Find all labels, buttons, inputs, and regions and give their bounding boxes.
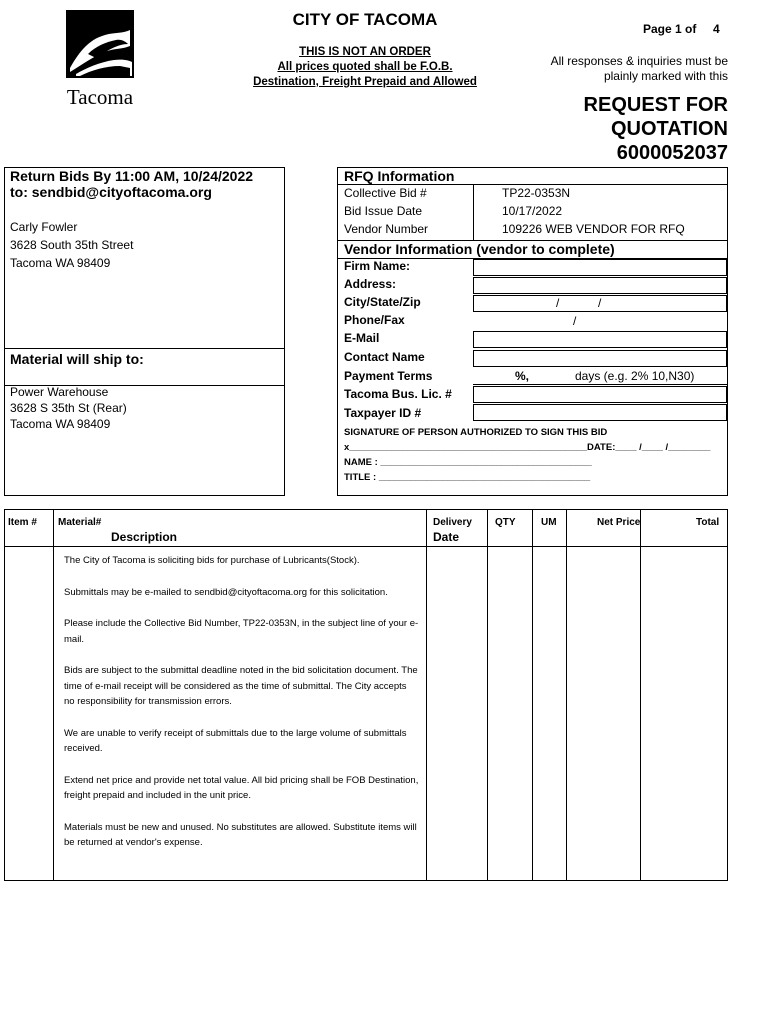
payment-days-hint: days (e.g. 2% 10,N30) [575, 369, 695, 383]
payment-percent: %, [515, 369, 530, 383]
header-total: Total [696, 517, 720, 528]
signature-block [344, 425, 710, 485]
buyer-address [10, 218, 133, 272]
not-order-line: THIS IS NOT AN ORDER [299, 46, 431, 58]
desc-paragraph-4: Bids are subject to the submittal deadline noted in the bid solicitation document. The time of e-mail receipt will be considered as the time of submittal. The City accepts no responsibility for transmission errors. [64, 665, 418, 707]
header-um: UM [541, 517, 557, 528]
signature-title-line[interactable]: TITLE : ________________________________________ [344, 472, 591, 483]
header-description: Description [111, 530, 178, 544]
logo-wordmark: Tacoma [66, 85, 134, 109]
payment-terms-label: Payment Terms [344, 369, 433, 383]
city-title: CITY OF TACOMA [292, 10, 438, 29]
fob-line-1: All prices quoted shall be F.O.B. [277, 61, 453, 73]
rfq-info-divider [337, 184, 728, 185]
rfq-label-issue-date: Bid Issue Date [344, 204, 423, 218]
page-total: 4 [713, 22, 720, 36]
desc-paragraph-6: Extend net price and provide net total value. All bid pricing shall be FOB Destination, freight prepaid and included in the unit price. [64, 774, 419, 801]
contact-name-label: Contact Name [344, 350, 425, 364]
signature-name-line[interactable]: NAME : ________________________________________ [344, 457, 592, 468]
firm-name-label: Firm Name: [344, 259, 411, 273]
taxpayer-id-field[interactable] [473, 404, 727, 421]
rfq-value-issue-date: 10/17/2022 [502, 204, 563, 218]
inquiries-line-1: All responses & inquiries must be [550, 54, 728, 68]
header-item: Item # [8, 517, 37, 528]
desc-paragraph-5: We are unable to verify receipt of submittals due to the large volume of submittals received. [64, 727, 407, 754]
header-delivery: Delivery [433, 517, 472, 528]
col-divider-material [426, 509, 427, 881]
desc-paragraph-3: Please include the Collective Bid Number, TP22-0353N, in the subject line of your e-mail. [64, 618, 419, 645]
phone-fax-label: Phone/Fax [344, 313, 405, 327]
table-header-divider [4, 546, 728, 547]
rfq-value-vendor-number: 109226 WEB VENDOR FOR RFQ [502, 222, 685, 236]
return-bids-deadline: Return Bids By 11:00 AM, 10/24/2022 [10, 168, 254, 184]
city-state-zip-field[interactable] [473, 295, 727, 312]
signature-line[interactable]: x_____________________________________________DATE:____ /____ /________ [344, 442, 711, 453]
header-net-price: Net Price [597, 517, 641, 528]
header-qty: QTY [495, 517, 516, 528]
business-license-field[interactable] [473, 386, 727, 403]
desc-paragraph-7: Materials must be new and unused. No substitutes are allowed. Substitute items will be returned at vendor's expense. [64, 821, 417, 848]
return-bids-email: to: sendbid@cityoftacoma.org [10, 184, 212, 200]
rfq-label-collective-bid: Collective Bid # [344, 186, 427, 200]
return-bids-title [10, 168, 253, 200]
col-divider-item [53, 509, 54, 881]
rfq-heading [520, 93, 728, 165]
rfq-line-1: REQUEST FOR [583, 94, 728, 116]
page-indicator [643, 22, 720, 36]
description-text [64, 553, 419, 867]
taxpayer-id-label: Taxpayer ID # [344, 406, 422, 420]
business-license-label: Tacoma Bus. Lic. # [344, 387, 452, 401]
rfq-value-collective-bid: TP22-0353N [502, 186, 571, 200]
payment-terms-field[interactable] [473, 368, 727, 385]
col-divider-delivery [487, 509, 488, 881]
phone-fax-slash: / [573, 314, 577, 328]
ship-line-2: 3628 S 35th St (Rear) [10, 401, 127, 415]
ship-to-title: Material will ship to: [10, 351, 144, 367]
rfq-number: 6000052037 [616, 142, 728, 164]
inquiries-line-2: plainly marked with this [603, 69, 728, 83]
csz-slash-2: / [598, 296, 602, 310]
contact-name-field[interactable] [473, 350, 727, 367]
header-date: Date [433, 530, 460, 544]
city-state-zip-label: City/State/Zip [344, 295, 421, 309]
ship-line-3: Tacoma WA 98409 [10, 417, 111, 431]
email-field[interactable] [473, 331, 727, 348]
address-field[interactable] [473, 277, 727, 294]
desc-paragraph-1: The City of Tacoma is soliciting bids for purchase of Lubricants(Stock). [64, 555, 360, 566]
email-label: E-Mail [344, 331, 380, 345]
buyer-name: Carly Fowler [10, 220, 78, 234]
city-logo [66, 10, 134, 112]
desc-paragraph-2: Submittals may be e-mailed to sendbid@cityoftacoma.org for this solicitation. [64, 586, 388, 598]
buyer-street: 3628 South 35th Street [10, 238, 134, 252]
rfq-info-title: RFQ Information [344, 168, 455, 184]
signature-title: SIGNATURE OF PERSON AUTHORIZED TO SIGN THIS BID [344, 427, 608, 438]
buyer-city: Tacoma WA 98409 [10, 256, 111, 270]
col-divider-qty [532, 509, 533, 881]
page-label: Page 1 of [643, 22, 697, 36]
phone-fax-field[interactable] [473, 313, 727, 330]
csz-slash-1: / [556, 296, 560, 310]
ship-line-1: Power Warehouse [10, 385, 109, 399]
firm-name-field[interactable] [473, 259, 727, 276]
col-divider-um [566, 509, 567, 881]
vendor-info-title: Vendor Information (vendor to complete) [344, 241, 615, 257]
ship-to-address [10, 384, 127, 432]
not-order-notice [240, 45, 490, 90]
address-label: Address: [344, 277, 397, 291]
rfq-info-column-divider [473, 184, 474, 241]
fob-line-2: Destination, Freight Prepaid and Allowed [253, 76, 477, 88]
rfq-line-2: QUOTATION [610, 118, 728, 140]
col-divider-net-price [640, 509, 641, 881]
rfq-label-vendor-number: Vendor Number [344, 222, 429, 236]
inquiries-note [520, 54, 728, 84]
header-material: Material# [58, 517, 102, 528]
